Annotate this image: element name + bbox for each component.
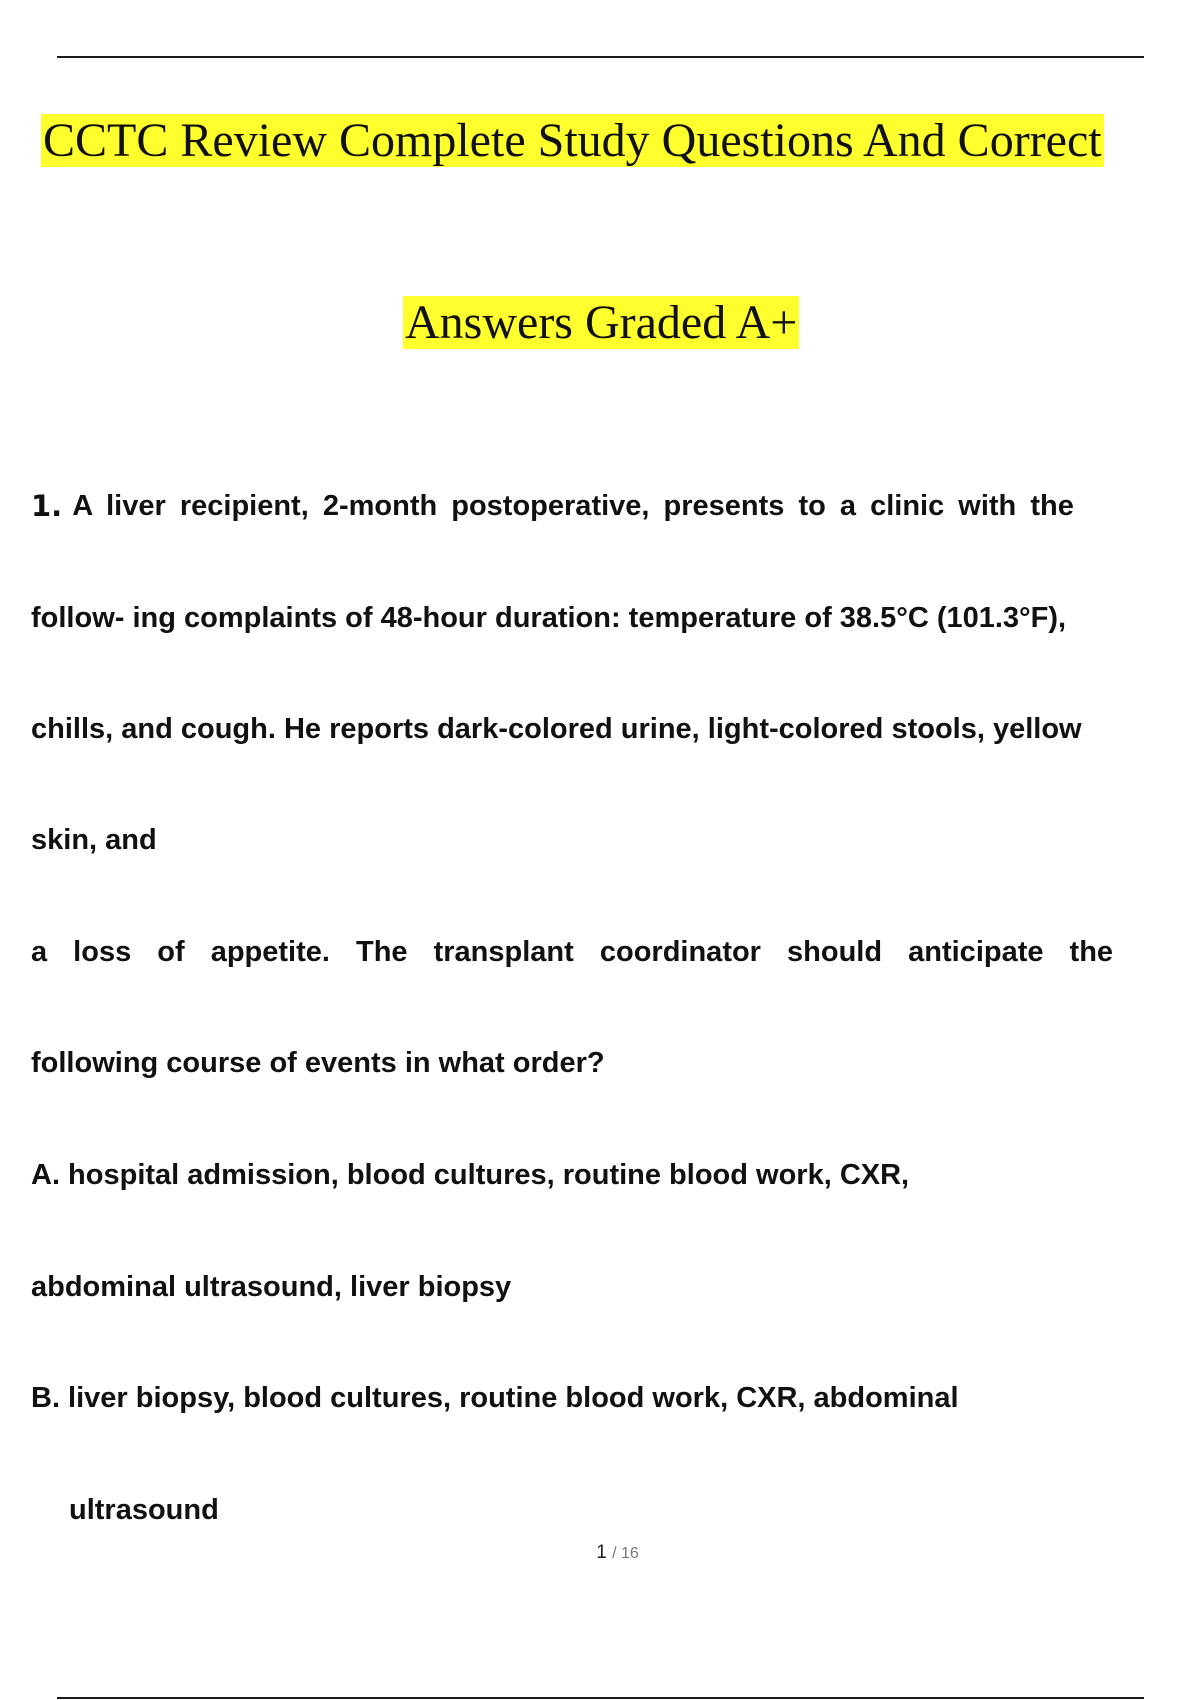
- question-text: A liver recipient, 2-month postoperative, presents to a clinic with the: [72, 490, 1074, 522]
- document-title-line-2: [403, 292, 799, 354]
- title-highlight: Answers Graded A+: [405, 296, 798, 349]
- top-divider: [57, 56, 1144, 58]
- option-a-line-1: A. hospital admission, blood cultures, routine blood work, CXR,: [31, 1159, 910, 1191]
- document-title-line-1: [41, 110, 1104, 172]
- title-highlight: CCTC Review Complete Study Questions And Correct: [43, 114, 1102, 167]
- total-pages: / 16: [612, 1545, 639, 1562]
- option-a-line-2: abdominal ultrasound, liver biopsy: [31, 1271, 512, 1303]
- question-stem-line-5: a loss of appetite. The transplant coordinator should anticipate the: [31, 936, 1114, 968]
- question-number: 1.: [31, 489, 63, 523]
- question-stem-line-1: [31, 488, 1200, 524]
- option-b-line-1: B. liver biopsy, blood cultures, routine blood work, CXR, abdominal: [31, 1382, 959, 1414]
- question-stem-line-4: skin, and: [31, 824, 157, 856]
- bottom-divider: [57, 1697, 1144, 1699]
- question-stem-line-3: chills, and cough. He reports dark-colored urine, light-colored stools, yellow: [31, 713, 1082, 745]
- question-stem-line-2: follow- ing complaints of 48-hour duration: temperature of 38.5°C (101.3°F),: [31, 602, 1067, 634]
- option-b-line-2: ultrasound: [69, 1494, 219, 1526]
- question-stem-line-6: following course of events in what order?: [31, 1047, 605, 1079]
- page-indicator: [0, 1542, 1200, 1564]
- current-page: 1: [596, 1542, 607, 1563]
